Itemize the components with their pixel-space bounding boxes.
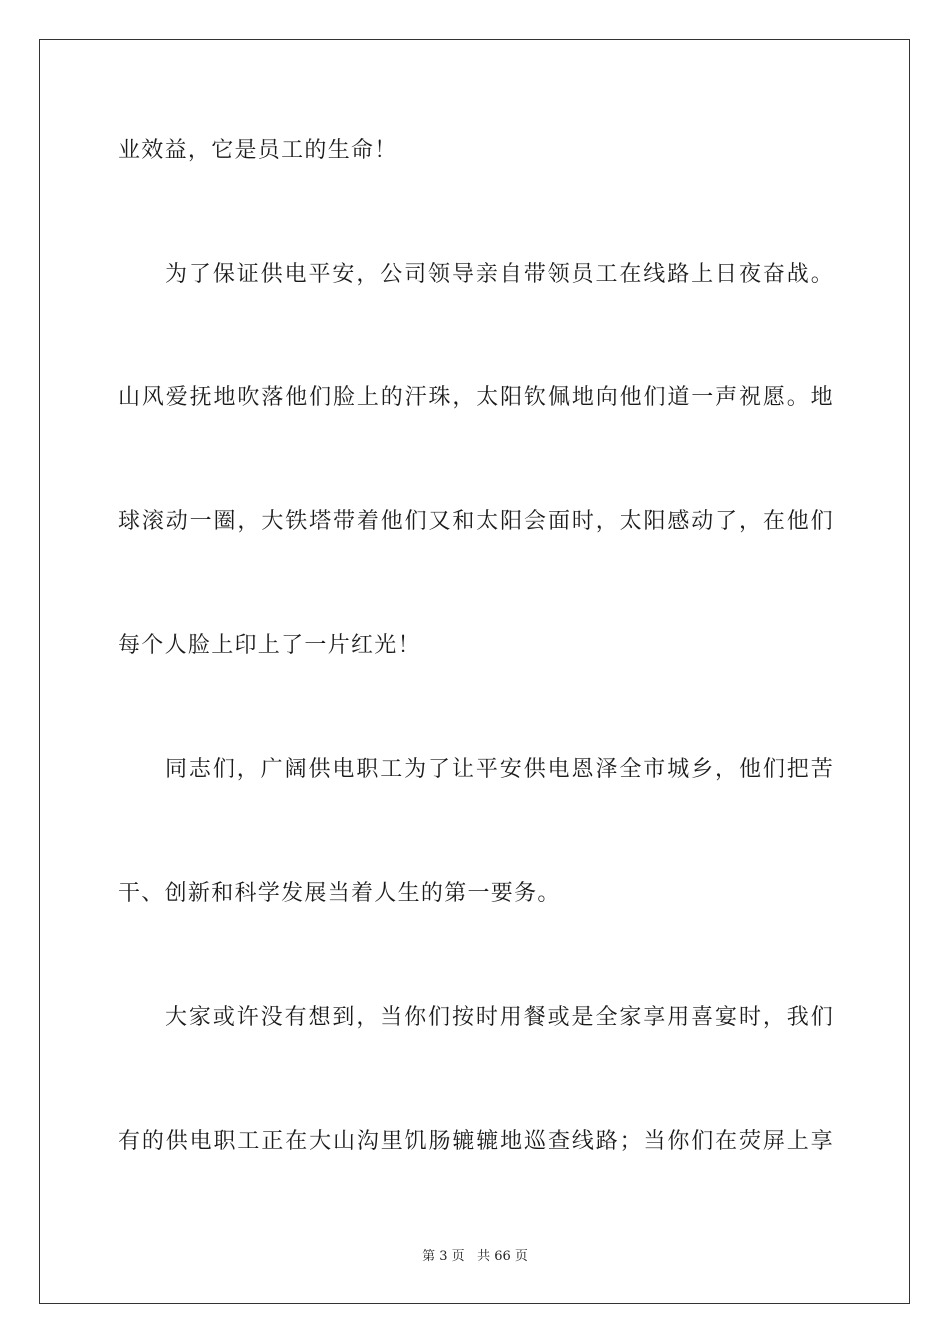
body-line-5: 每个人脸上印上了一片红光！	[118, 633, 421, 658]
body-line-8: 大家或许没有想到，当你们按时用餐或是全家享用喜宴时，我们	[165, 1005, 834, 1030]
page-number: 第 3 页	[422, 1249, 465, 1264]
total-pages: 共 66 页	[477, 1249, 528, 1264]
body-line-4: 球滚动一圈，大铁塔带着他们又和太阳会面时，太阳感动了，在他们	[118, 509, 834, 534]
page-footer	[0, 1248, 950, 1266]
body-line-3: 山风爱抚地吹落他们脸上的汗珠，太阳钦佩地向他们道一声祝愿。地	[118, 385, 834, 410]
page-border	[39, 39, 910, 1304]
body-line-1: 业效益，它是员工的生命！	[118, 138, 398, 163]
body-line-6: 同志们，广阔供电职工为了让平安供电恩泽全市城乡，他们把苦	[165, 757, 834, 782]
body-line-2: 为了保证供电平安，公司领导亲自带领员工在线路上日夜奋战。	[165, 262, 834, 287]
body-line-7: 干、创新和科学发展当着人生的第一要务。	[118, 881, 561, 906]
body-line-9: 有的供电职工正在大山沟里饥肠辘辘地巡查线路；当你们在荧屏上享	[118, 1129, 834, 1154]
